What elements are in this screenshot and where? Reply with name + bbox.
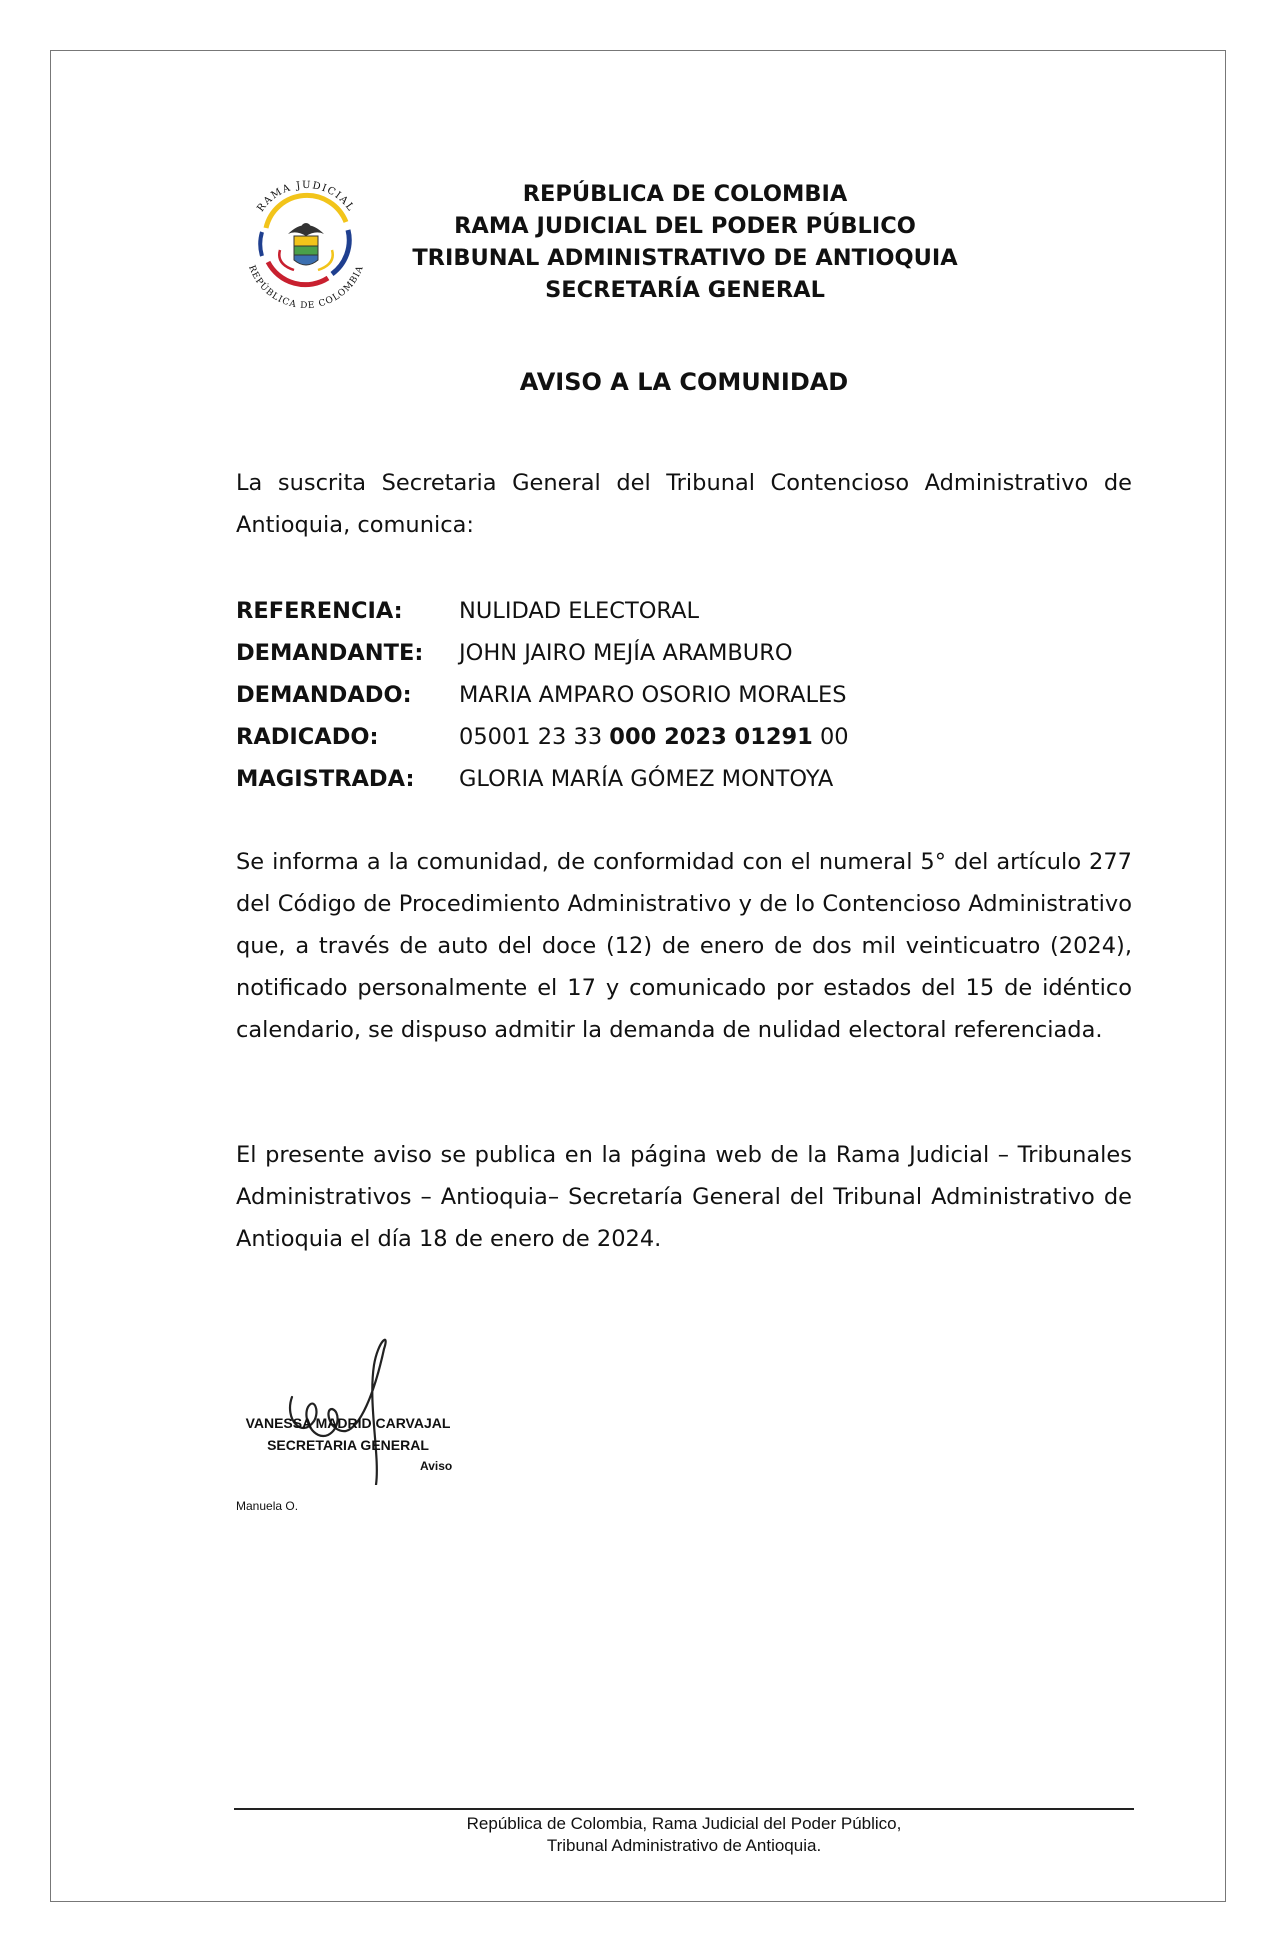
intro-paragraph: La suscrita Secretaria General del Tribunal Contencioso Administrativo de Antioquia, comunica: (236, 470, 1132, 538)
page-footer (234, 1813, 1134, 1857)
footer-divider (234, 1808, 1134, 1810)
demandante-label: DEMANDANTE: (236, 640, 424, 666)
magistrada-label: MAGISTRADA: (236, 766, 415, 792)
document-header (380, 178, 990, 306)
handwritten-signature (280, 1335, 430, 1485)
signer-name: VANESSA MADRID CARVAJAL (245, 1415, 451, 1431)
publication-paragraph: El presente aviso se publica en la página web de la Rama Judicial – Tribunales Administrativos – Antioquia– Secretaría General del Tribunal Administrativo de Antioquia el día 18 de enero de 2024. (236, 1142, 1132, 1252)
demandado-value: MARIA AMPARO OSORIO MORALES (459, 682, 847, 708)
header-line-1: REPÚBLICA DE COLOMBIA (522, 181, 848, 207)
footer-line-1: República de Colombia, Rama Judicial del Poder Público, (466, 1814, 902, 1833)
referencia-label: REFERENCIA: (236, 598, 403, 624)
reference-block (236, 590, 849, 800)
referencia-row (236, 590, 849, 632)
radicado-prefix: 05001 23 33 (459, 724, 610, 750)
demandado-label: DEMANDADO: (236, 682, 412, 708)
seal-bottom-text: REPÚBLICA DE COLOMBIA (246, 264, 366, 310)
header-line-4: SECRETARÍA GENERAL (545, 277, 825, 303)
radicado-number: 000 2023 01291 (609, 724, 813, 750)
document-title: AVISO A LA COMUNIDAD (519, 368, 849, 396)
magistrada-row (236, 758, 849, 800)
signature-block (238, 1412, 458, 1456)
radicado-label: RADICADO: (236, 724, 379, 750)
demandante-value: JOHN JAIRO MEJÍA ARAMBURO (459, 640, 793, 666)
rama-judicial-seal-icon (236, 170, 376, 310)
footer-line-2: Tribunal Administrativo de Antioquia. (546, 1836, 822, 1855)
header-line-2: RAMA JUDICIAL DEL PODER PÚBLICO (454, 213, 916, 239)
referencia-value: NULIDAD ELECTORAL (459, 598, 700, 624)
signature-tag: Aviso (420, 1459, 453, 1473)
seal-top-text: RAMA JUDICIAL (255, 179, 357, 215)
header-line-3: TRIBUNAL ADMINISTRATIVO DE ANTIOQUIA (412, 245, 958, 271)
magistrada-value: GLORIA MARÍA GÓMEZ MONTOYA (459, 766, 834, 792)
radicado-row (236, 716, 849, 758)
signer-role: SECRETARIA GENERAL (267, 1437, 429, 1453)
demandante-row (236, 632, 849, 674)
elaborated-by: Manuela O. (236, 1499, 299, 1513)
radicado-suffix: 00 (812, 724, 849, 750)
body-paragraph: Se informa a la comunidad, de conformidad con el numeral 5° del artículo 277 del Código de Procedimiento Administrativo y de lo Contencioso Administrativo que, a través de auto del doce (12) de enero de dos mil veinticuatro (2024), notificado personalmente el 17 y comunicado por estados del 15 de idéntico calendario, se dispuso admitir la demanda de nulidad electoral referenciada. (236, 849, 1132, 1043)
demandado-row (236, 674, 849, 716)
